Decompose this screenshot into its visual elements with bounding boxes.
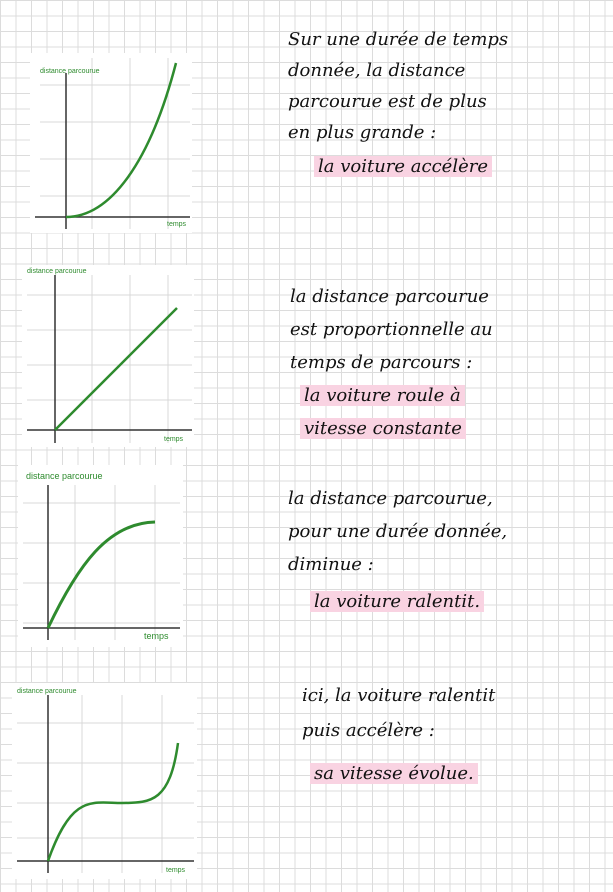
graph-4-ylabel: distance parcourue	[17, 688, 77, 695]
note-1	[288, 24, 508, 182]
curve-constant	[55, 308, 177, 430]
curve-accelerate	[66, 63, 176, 217]
graph-panel-3	[18, 465, 183, 647]
graph-2-ylabel: distance parcourue	[27, 268, 87, 275]
note-3-line-3: diminue :	[288, 554, 374, 575]
graph-1-ylabel: distance parcourue	[40, 68, 100, 75]
note-4	[302, 678, 495, 791]
note-2-line-3: temps de parcours :	[290, 352, 473, 373]
graph-panel-4	[12, 683, 197, 879]
note-3-line-1: la distance parcourue,	[288, 488, 493, 509]
curve-decelerate-accelerate	[48, 743, 178, 861]
graph-panel-1	[30, 53, 192, 233]
note-3-highlight: la voiture ralentit.	[310, 591, 484, 612]
graph-3-svg	[18, 465, 183, 647]
note-4-highlight: sa vitesse évolue.	[310, 763, 478, 784]
note-4-line-2: puis accélère :	[302, 720, 435, 741]
graph-2-xlabel: temps	[164, 436, 184, 443]
graph-3-ylabel: distance parcourue	[26, 471, 103, 481]
note-1-line-2: donnée, la distance	[288, 60, 466, 81]
note-2-line-1: la distance parcourue	[290, 286, 489, 307]
note-2-line-2: est proportionnelle au	[290, 319, 493, 340]
graph-4-svg	[12, 683, 197, 879]
note-1-line-4: en plus grande :	[288, 122, 437, 143]
note-2-highlight-1: la voiture roule à	[300, 385, 465, 406]
note-1-highlight: la voiture accélère	[314, 156, 492, 177]
graph-panel-2	[22, 265, 194, 447]
note-2	[290, 280, 493, 445]
curve-decelerate	[48, 522, 155, 628]
note-3	[288, 482, 507, 618]
note-1-line-1: Sur une durée de temps	[288, 29, 509, 50]
graph-1-xlabel: temps	[167, 221, 187, 228]
note-4-line-1: ici, la voiture ralentit	[302, 685, 496, 706]
graph-4-xlabel: temps	[166, 867, 186, 874]
graph-2-svg	[22, 265, 194, 447]
graph-3-xlabel: temps	[144, 631, 169, 641]
graph-1-svg	[30, 53, 192, 233]
note-1-line-3: parcourue est de plus	[288, 91, 487, 112]
note-3-line-2: pour une durée donnée,	[288, 521, 508, 542]
note-2-highlight-2: vitesse constante	[300, 418, 466, 439]
